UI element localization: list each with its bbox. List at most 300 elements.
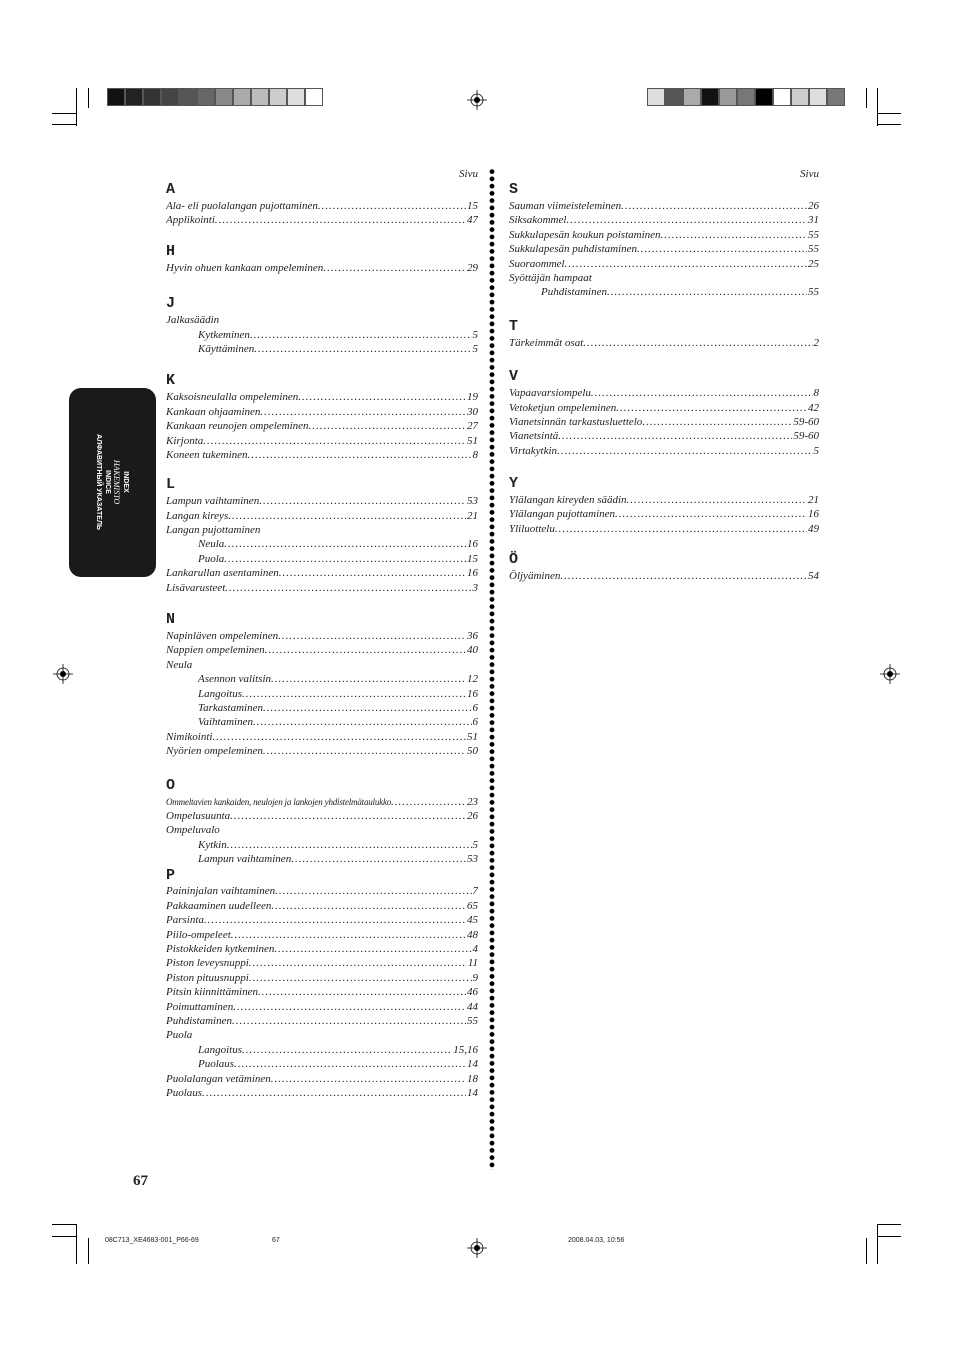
index-entry (166, 956, 478, 970)
entry-text: Koneen tukeminen (166, 448, 248, 461)
entry-text: Sukkulapesän puhdistaminen (509, 243, 638, 256)
crop-mark (76, 88, 77, 126)
entry-text: Nappien ompeleminen (166, 644, 265, 657)
index-entry (166, 313, 478, 327)
index-entry (166, 744, 478, 758)
dot-leader (565, 257, 807, 271)
section-letter: P (166, 866, 176, 884)
color-swatch (269, 88, 287, 106)
entry-text: Langan kireys (166, 509, 229, 522)
page-label: Sivu (800, 168, 819, 180)
dot-leader (242, 1043, 452, 1057)
entry-page: 49 (808, 522, 819, 535)
side-tab-line: HAKEMISTO (112, 459, 121, 505)
dot-leader (558, 429, 792, 443)
entry-text: Kankaan ohjaaminen (166, 405, 261, 418)
section-letter: O (166, 776, 176, 794)
entry-text: Poimuttaminen (166, 1000, 234, 1013)
entry-text: Piilo-ompeleet (166, 928, 231, 941)
entry-text: Nimikointi (166, 730, 213, 743)
index-entry (166, 928, 478, 942)
entry-text: Paininjalan vaihtaminen (166, 885, 276, 898)
entry-page: 50 (467, 745, 478, 758)
index-entry (166, 581, 478, 595)
index-column-right (509, 167, 819, 584)
index-entry (166, 715, 478, 729)
dot-leader (555, 522, 807, 536)
entry-text: Vapaavarsiompelu (509, 387, 591, 400)
entry-text: Puhdistaminen (541, 286, 607, 299)
dot-leader (309, 419, 466, 433)
index-entry (509, 415, 819, 429)
index-entry (166, 494, 478, 508)
dot-leader (212, 730, 466, 744)
dot-leader (318, 199, 466, 213)
entry-page: 5 (472, 838, 478, 851)
dot-leader (323, 261, 466, 275)
entry-page: 26 (467, 809, 478, 822)
entry-text: Puolaus (198, 1058, 235, 1071)
dot-leader (227, 838, 472, 852)
crop-mark (877, 88, 878, 126)
index-entry (166, 1057, 478, 1071)
index-entry (166, 566, 478, 580)
index-entry (166, 942, 478, 956)
entry-text: Lampun vaihtaminen (198, 853, 292, 866)
entry-page: 5 (813, 444, 819, 457)
index-entry (509, 522, 819, 536)
index-section-5 (166, 611, 478, 759)
entry-text: Kytkin (198, 838, 227, 851)
entry-page: 18 (467, 1072, 478, 1085)
registration-mark-icon (880, 664, 900, 684)
entry-page: 25 (808, 257, 819, 270)
index-entry (509, 199, 819, 213)
index-entry (166, 419, 478, 433)
index-section-4 (509, 551, 819, 583)
index-entry (509, 493, 819, 507)
entry-page: 26 (808, 199, 819, 212)
entry-page: 15 (467, 552, 478, 565)
entry-page: 8 (813, 387, 819, 400)
entry-page: 55 (808, 243, 819, 256)
entry-text: Applikointi (166, 214, 215, 227)
section-letter: Y (509, 475, 519, 493)
entry-text: Piston pituusnuppi (166, 971, 249, 984)
entry-page: 55 (808, 286, 819, 299)
crop-mark (88, 1238, 89, 1264)
index-section-6 (166, 777, 478, 867)
entry-text: Neula (166, 658, 193, 671)
entry-page: 6 (472, 716, 478, 729)
entry-text: Kytkeminen (198, 328, 250, 341)
entry-page: 19 (467, 391, 478, 404)
dot-leader (661, 228, 807, 242)
entry-text: Syöttäjän hampaat (509, 271, 592, 284)
dot-leader (224, 552, 466, 566)
entry-text: Ylälangan pujottaminen (509, 508, 616, 521)
entry-text: Vetoketjun ompeleminen (509, 401, 617, 414)
entry-text: Virtakytkin (509, 444, 558, 457)
index-section-7 (166, 867, 478, 1101)
entry-page: 29 (467, 261, 478, 274)
dot-leader (225, 581, 471, 595)
color-swatch (125, 88, 143, 106)
entry-text: Langan pujottaminen (166, 524, 261, 537)
side-tab-line: INDICE (104, 470, 111, 494)
dot-leader (271, 1072, 466, 1086)
crop-mark (76, 1224, 77, 1264)
dot-leader (249, 956, 467, 970)
dot-leader (259, 494, 466, 508)
entry-page: 44 (467, 1000, 478, 1013)
entry-text: Vianetsinnän tarkastusluettelo (509, 415, 643, 428)
color-swatch (701, 88, 719, 106)
index-entry (166, 342, 478, 356)
color-swatch (683, 88, 701, 106)
entry-text: Parsinta (166, 914, 204, 927)
page-label: Sivu (459, 168, 478, 180)
dot-leader (275, 885, 471, 899)
color-swatch (179, 88, 197, 106)
entry-page: 4 (472, 943, 478, 956)
dot-leader (615, 507, 807, 521)
column-divider (489, 168, 495, 1170)
entry-page: 8 (472, 448, 478, 461)
dot-leader (215, 213, 466, 227)
entry-text: Pakkaaminen uudelleen (166, 899, 272, 912)
entry-page: 30 (467, 405, 478, 418)
dot-leader (260, 405, 466, 419)
index-entry (166, 405, 478, 419)
index-section-3 (166, 372, 478, 462)
entry-page: 53 (467, 853, 478, 866)
index-entry (166, 213, 478, 227)
crop-mark (877, 1224, 901, 1225)
color-swatch (107, 88, 125, 106)
dot-leader (249, 971, 472, 985)
index-entry (509, 242, 819, 256)
index-entry (509, 444, 819, 458)
color-swatch (215, 88, 233, 106)
entry-text: Piston leveysnuppi (166, 957, 249, 970)
index-entry (166, 448, 478, 462)
entry-text: Ompeluvalo (166, 824, 220, 837)
entry-text: Lisävarusteet (166, 581, 226, 594)
index-entry (166, 261, 478, 275)
index-entry (166, 523, 478, 537)
index-entry (166, 552, 478, 566)
index-entry (509, 257, 819, 271)
index-entry (166, 1014, 478, 1028)
entry-text: Kirjonta (166, 434, 204, 447)
entry-page: 16 (467, 538, 478, 551)
dot-leader (271, 899, 466, 913)
entry-text: Vianetsintä (509, 430, 559, 443)
entry-text: Pitsin kiinnittäminen (166, 986, 258, 999)
dot-leader (637, 242, 807, 256)
dot-leader (566, 213, 807, 227)
dot-leader (274, 942, 471, 956)
dot-leader (642, 415, 792, 429)
dot-leader (233, 1000, 466, 1014)
color-swatch (827, 88, 845, 106)
entry-text: Langoitus (198, 1043, 243, 1056)
dot-leader (253, 715, 472, 729)
entry-page: 51 (467, 730, 478, 743)
entry-text: Tärkeimmät osat (509, 336, 584, 349)
index-entry (166, 434, 478, 448)
dot-leader (616, 401, 807, 415)
color-swatch (287, 88, 305, 106)
color-swatch (161, 88, 179, 106)
entry-page: 55 (467, 1015, 478, 1027)
entry-text: Siksakommel (509, 214, 567, 227)
color-swatch (755, 88, 773, 106)
index-entry (166, 1028, 478, 1042)
entry-text: Pistokkeiden kytkeminen (166, 943, 275, 956)
index-entry (166, 658, 478, 672)
dot-leader (250, 328, 472, 342)
entry-page: 9 (472, 971, 478, 984)
index-entry (509, 228, 819, 242)
dot-leader (591, 386, 813, 400)
color-swatch (665, 88, 683, 106)
index-entry (166, 1043, 478, 1057)
section-letter: V (509, 368, 519, 386)
entry-page: 16 (467, 687, 478, 700)
entry-page: 16 (808, 508, 819, 521)
entry-text: Puola (166, 1029, 193, 1042)
entry-page: 15 (467, 199, 478, 212)
dot-leader (271, 672, 466, 686)
entry-text: Öljyäminen (509, 570, 561, 583)
index-entry (166, 509, 478, 523)
entry-text: Lankarullan asentaminen (166, 567, 279, 580)
entry-page: 5 (472, 342, 478, 355)
entry-text: Kankaan reunojen ompeleminen (166, 420, 309, 433)
entry-text: Lampun vaihtaminen (166, 495, 260, 508)
index-entry (509, 401, 819, 415)
dot-leader (391, 795, 466, 809)
dot-leader (560, 569, 807, 583)
index-entry (509, 336, 819, 350)
dot-leader (627, 493, 807, 507)
dot-leader (254, 342, 471, 356)
section-letter: K (166, 372, 176, 390)
entry-text: Tarkastaminen (198, 701, 263, 714)
registration-mark-icon (467, 90, 487, 110)
entry-page: 65 (467, 899, 478, 912)
index-entry (166, 328, 478, 342)
entry-text: Jalkasäädin (166, 314, 220, 327)
entry-page: 5 (472, 328, 478, 341)
section-letter: N (166, 611, 176, 629)
entry-text: Sukkulapesän koukun poistaminen (509, 228, 661, 241)
entry-page: 21 (808, 494, 819, 507)
index-entry (166, 885, 478, 899)
index-entry (166, 643, 478, 657)
dot-leader (583, 336, 812, 350)
color-swatch (233, 88, 251, 106)
entry-text: Suoraommel (509, 257, 565, 270)
dot-leader (279, 566, 466, 580)
entry-page: 12 (467, 673, 478, 686)
side-tab-line: АЛФАВИТНЫЙ УКАЗАТЕЛЬ (95, 434, 102, 530)
index-section-0 (166, 181, 478, 228)
entry-text: Yliluottelu (509, 522, 555, 535)
entry-page: 15,16 (453, 1043, 478, 1056)
index-entry (166, 672, 478, 686)
color-swatch (773, 88, 791, 106)
entry-page: 6 (472, 701, 478, 714)
footer-page: 67 (272, 1237, 280, 1244)
section-letter: H (166, 242, 176, 260)
dot-leader (231, 928, 466, 942)
side-tab-label (94, 434, 130, 530)
dot-leader (202, 1086, 466, 1100)
entry-text: Puolalangan vetäminen (166, 1072, 271, 1085)
entry-text: Asennon valitsin (198, 673, 272, 686)
index-entry (166, 913, 478, 927)
entry-page: 11 (467, 957, 478, 970)
entry-text: Neula (198, 538, 225, 551)
entry-page: 2 (813, 336, 819, 349)
index-entry (509, 271, 819, 285)
color-swatch (647, 88, 665, 106)
crop-mark (52, 1236, 76, 1237)
crop-mark (866, 88, 867, 108)
crop-mark (88, 88, 89, 108)
section-letter: A (166, 181, 176, 198)
color-swatch (305, 88, 323, 106)
section-letter: S (509, 181, 519, 198)
entry-page: 45 (467, 914, 478, 927)
page-number: 67 (133, 1173, 148, 1189)
footer-date: 2008.04.03, 10:56 (568, 1237, 625, 1244)
index-entry (166, 537, 478, 551)
dot-leader (234, 1057, 466, 1071)
index-entry (166, 701, 478, 715)
index-entry (166, 985, 478, 999)
dot-leader (265, 643, 466, 657)
index-entry (166, 823, 478, 837)
dot-leader (232, 1014, 466, 1028)
dot-leader (258, 985, 466, 999)
dot-leader (621, 199, 807, 213)
dot-leader (248, 448, 472, 462)
index-entry (166, 809, 478, 823)
index-column-left (166, 167, 478, 1100)
entry-page: 47 (467, 214, 478, 227)
entry-page: 51 (467, 434, 478, 447)
crop-mark (866, 1238, 867, 1264)
entry-page: 3 (472, 581, 478, 594)
dot-leader (263, 744, 466, 758)
color-swatch (791, 88, 809, 106)
dot-leader (291, 852, 466, 866)
index-entry (509, 213, 819, 227)
crop-mark (877, 1236, 901, 1237)
entry-page: 46 (467, 986, 478, 999)
entry-page: 59-60 (793, 415, 819, 428)
side-tab-line: INDEX (122, 471, 129, 493)
dot-leader (278, 629, 466, 643)
crop-mark (52, 113, 76, 114)
entry-text: Ala- eli puolalangan pujottaminen (166, 199, 318, 212)
section-letter: J (166, 295, 176, 313)
index-section-1 (509, 318, 819, 350)
index-section-1 (166, 243, 478, 275)
entry-page: 42 (808, 401, 819, 414)
index-section-3 (509, 475, 819, 536)
index-entry (166, 971, 478, 985)
entry-page: 14 (467, 1086, 478, 1099)
index-section-0 (509, 181, 819, 300)
entry-page: 7 (472, 885, 478, 898)
section-letter: T (509, 317, 519, 335)
index-entry (166, 899, 478, 913)
entry-text: Puola (198, 552, 225, 565)
index-entry (166, 1000, 478, 1014)
color-swatch (197, 88, 215, 106)
dot-leader (204, 913, 466, 927)
crop-mark (52, 124, 76, 125)
entry-text: Ylälangan kireyden säädin (509, 494, 627, 507)
index-entry (509, 386, 819, 400)
index-entry (166, 1072, 478, 1086)
section-letter: Ö (509, 551, 519, 569)
dot-leader (230, 809, 466, 823)
crop-mark (877, 124, 901, 125)
footer-filename: 08C713_XE4683-001_P66-69 (105, 1237, 199, 1244)
entry-page: 23 (467, 795, 478, 808)
color-bar-right (647, 88, 845, 106)
color-swatch (251, 88, 269, 106)
entry-page: 55 (808, 228, 819, 241)
color-bar-left (107, 88, 323, 106)
entry-page: 36 (467, 630, 478, 643)
registration-mark-icon (467, 1238, 487, 1258)
entry-page: 16 (467, 567, 478, 580)
entry-text: Hyvin ohuen kankaan ompeleminen (166, 261, 324, 274)
entry-page: 59-60 (793, 430, 819, 443)
index-entry (166, 730, 478, 744)
entry-page: 31 (808, 214, 819, 227)
entry-page: 40 (467, 644, 478, 657)
entry-text: Puhdistaminen (166, 1015, 232, 1027)
entry-text: Ommeltavien kankaiden, neulojen ja lankojen yhdistelmätaulukko (166, 796, 392, 807)
color-swatch (809, 88, 827, 106)
entry-page: 54 (808, 570, 819, 583)
entry-page: 27 (467, 420, 478, 433)
registration-mark-icon (53, 664, 73, 684)
entry-text: Vaihtaminen (198, 716, 253, 729)
entry-page: 14 (467, 1058, 478, 1071)
color-swatch (737, 88, 755, 106)
index-entry (509, 285, 819, 299)
entry-text: Nyörien ompeleminen (166, 745, 263, 758)
entry-text: Sauman viimeisteleminen (509, 199, 622, 212)
dot-leader (607, 285, 807, 299)
section-letter: L (166, 476, 176, 494)
entry-page: 21 (467, 509, 478, 522)
entry-text: Kaksoisneulalla ompeleminen (166, 391, 299, 404)
dot-leader (263, 701, 472, 715)
entry-text: Ompelusuunta (166, 809, 231, 822)
dot-leader (224, 537, 466, 551)
dot-leader (557, 444, 812, 458)
